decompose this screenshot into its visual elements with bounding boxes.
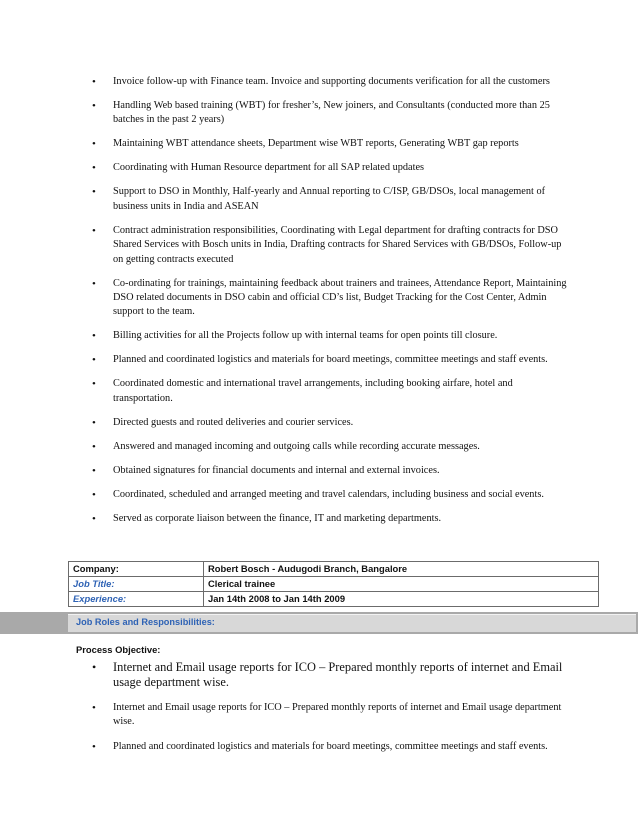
list-item: • Answered and managed incoming and outgoing calls while recording accurate messages. [0, 440, 638, 454]
list-item: • Contract administration responsibilities, Coordinating with Legal department for drafting contracts for DSO Shared Services with Bosch units in India, Drafting contracts for Shared Services with GB/DSOs, Follow-up on getting contracts executed [0, 224, 638, 267]
employment-info-table [68, 561, 599, 607]
table-row [69, 592, 599, 607]
job-title-label: Job Title: [69, 577, 204, 592]
table-row [69, 577, 599, 592]
responsibilities-list [0, 75, 638, 536]
list-item: • Obtained signatures for financial documents and internal and external invoices. [0, 464, 638, 478]
list-item: • Coordinated domestic and international travel arrangements, including booking airfare, hotel and transportation. [0, 377, 638, 406]
list-item: • Coordinating with Human Resource department for all SAP related updates [0, 161, 638, 175]
list-item: • Served as corporate liaison between the finance, IT and marketing departments. [0, 512, 638, 526]
list-item: • Billing activities for all the Projects follow up with internal teams for open points till closure. [0, 329, 638, 343]
list-item: • Maintaining WBT attendance sheets, Department wise WBT reports, Generating WBT gap reports [0, 137, 638, 151]
list-item: • Planned and coordinated logistics and materials for board meetings, committee meetings and staff events. [0, 740, 638, 754]
list-item: • Internet and Email usage reports for ICO – Prepared monthly reports of internet and Email usage department wise. [0, 701, 638, 730]
experience-label: Experience: [69, 592, 204, 607]
process-objective-list [0, 660, 638, 764]
table-row [69, 562, 599, 577]
list-item: • Co-ordinating for trainings, maintaining feedback about trainers and trainees, Attendance Report, Maintaining DSO related documents in DSO cabin and official CD’s list, Budget Tracking for the Cost Center, Admin support to the team. [0, 277, 638, 320]
section-title: Job Roles and Responsibilities: [76, 617, 215, 627]
list-item: • Coordinated, scheduled and arranged meeting and travel calendars, including business and social events. [0, 488, 638, 502]
list-item: • Internet and Email usage reports for ICO – Prepared monthly reports of internet and Email usage department wise. [0, 660, 638, 690]
company-label: Company: [69, 562, 204, 577]
company-value: Robert Bosch - Audugodi Branch, Bangalore [204, 562, 599, 577]
list-item: • Invoice follow-up with Finance team. Invoice and supporting documents verification for all the customers [0, 75, 638, 89]
process-objective-label: Process Objective: [76, 644, 161, 655]
list-item: • Directed guests and routed deliveries and courier services. [0, 416, 638, 430]
list-item: • Support to DSO in Monthly, Half-yearly and Annual reporting to C/ISP, GB/DSOs, local management of business units in India and ASEAN [0, 185, 638, 214]
list-item: • Handling Web based training (WBT) for fresher’s, New joiners, and Consultants (conducted more than 25 batches in the past 2 years) [0, 99, 638, 128]
job-title-value: Clerical trainee [204, 577, 599, 592]
section-header-bar [0, 612, 638, 634]
experience-value: Jan 14th 2008 to Jan 14th 2009 [204, 592, 599, 607]
list-item: • Planned and coordinated logistics and materials for board meetings, committee meetings and staff events. [0, 353, 638, 367]
